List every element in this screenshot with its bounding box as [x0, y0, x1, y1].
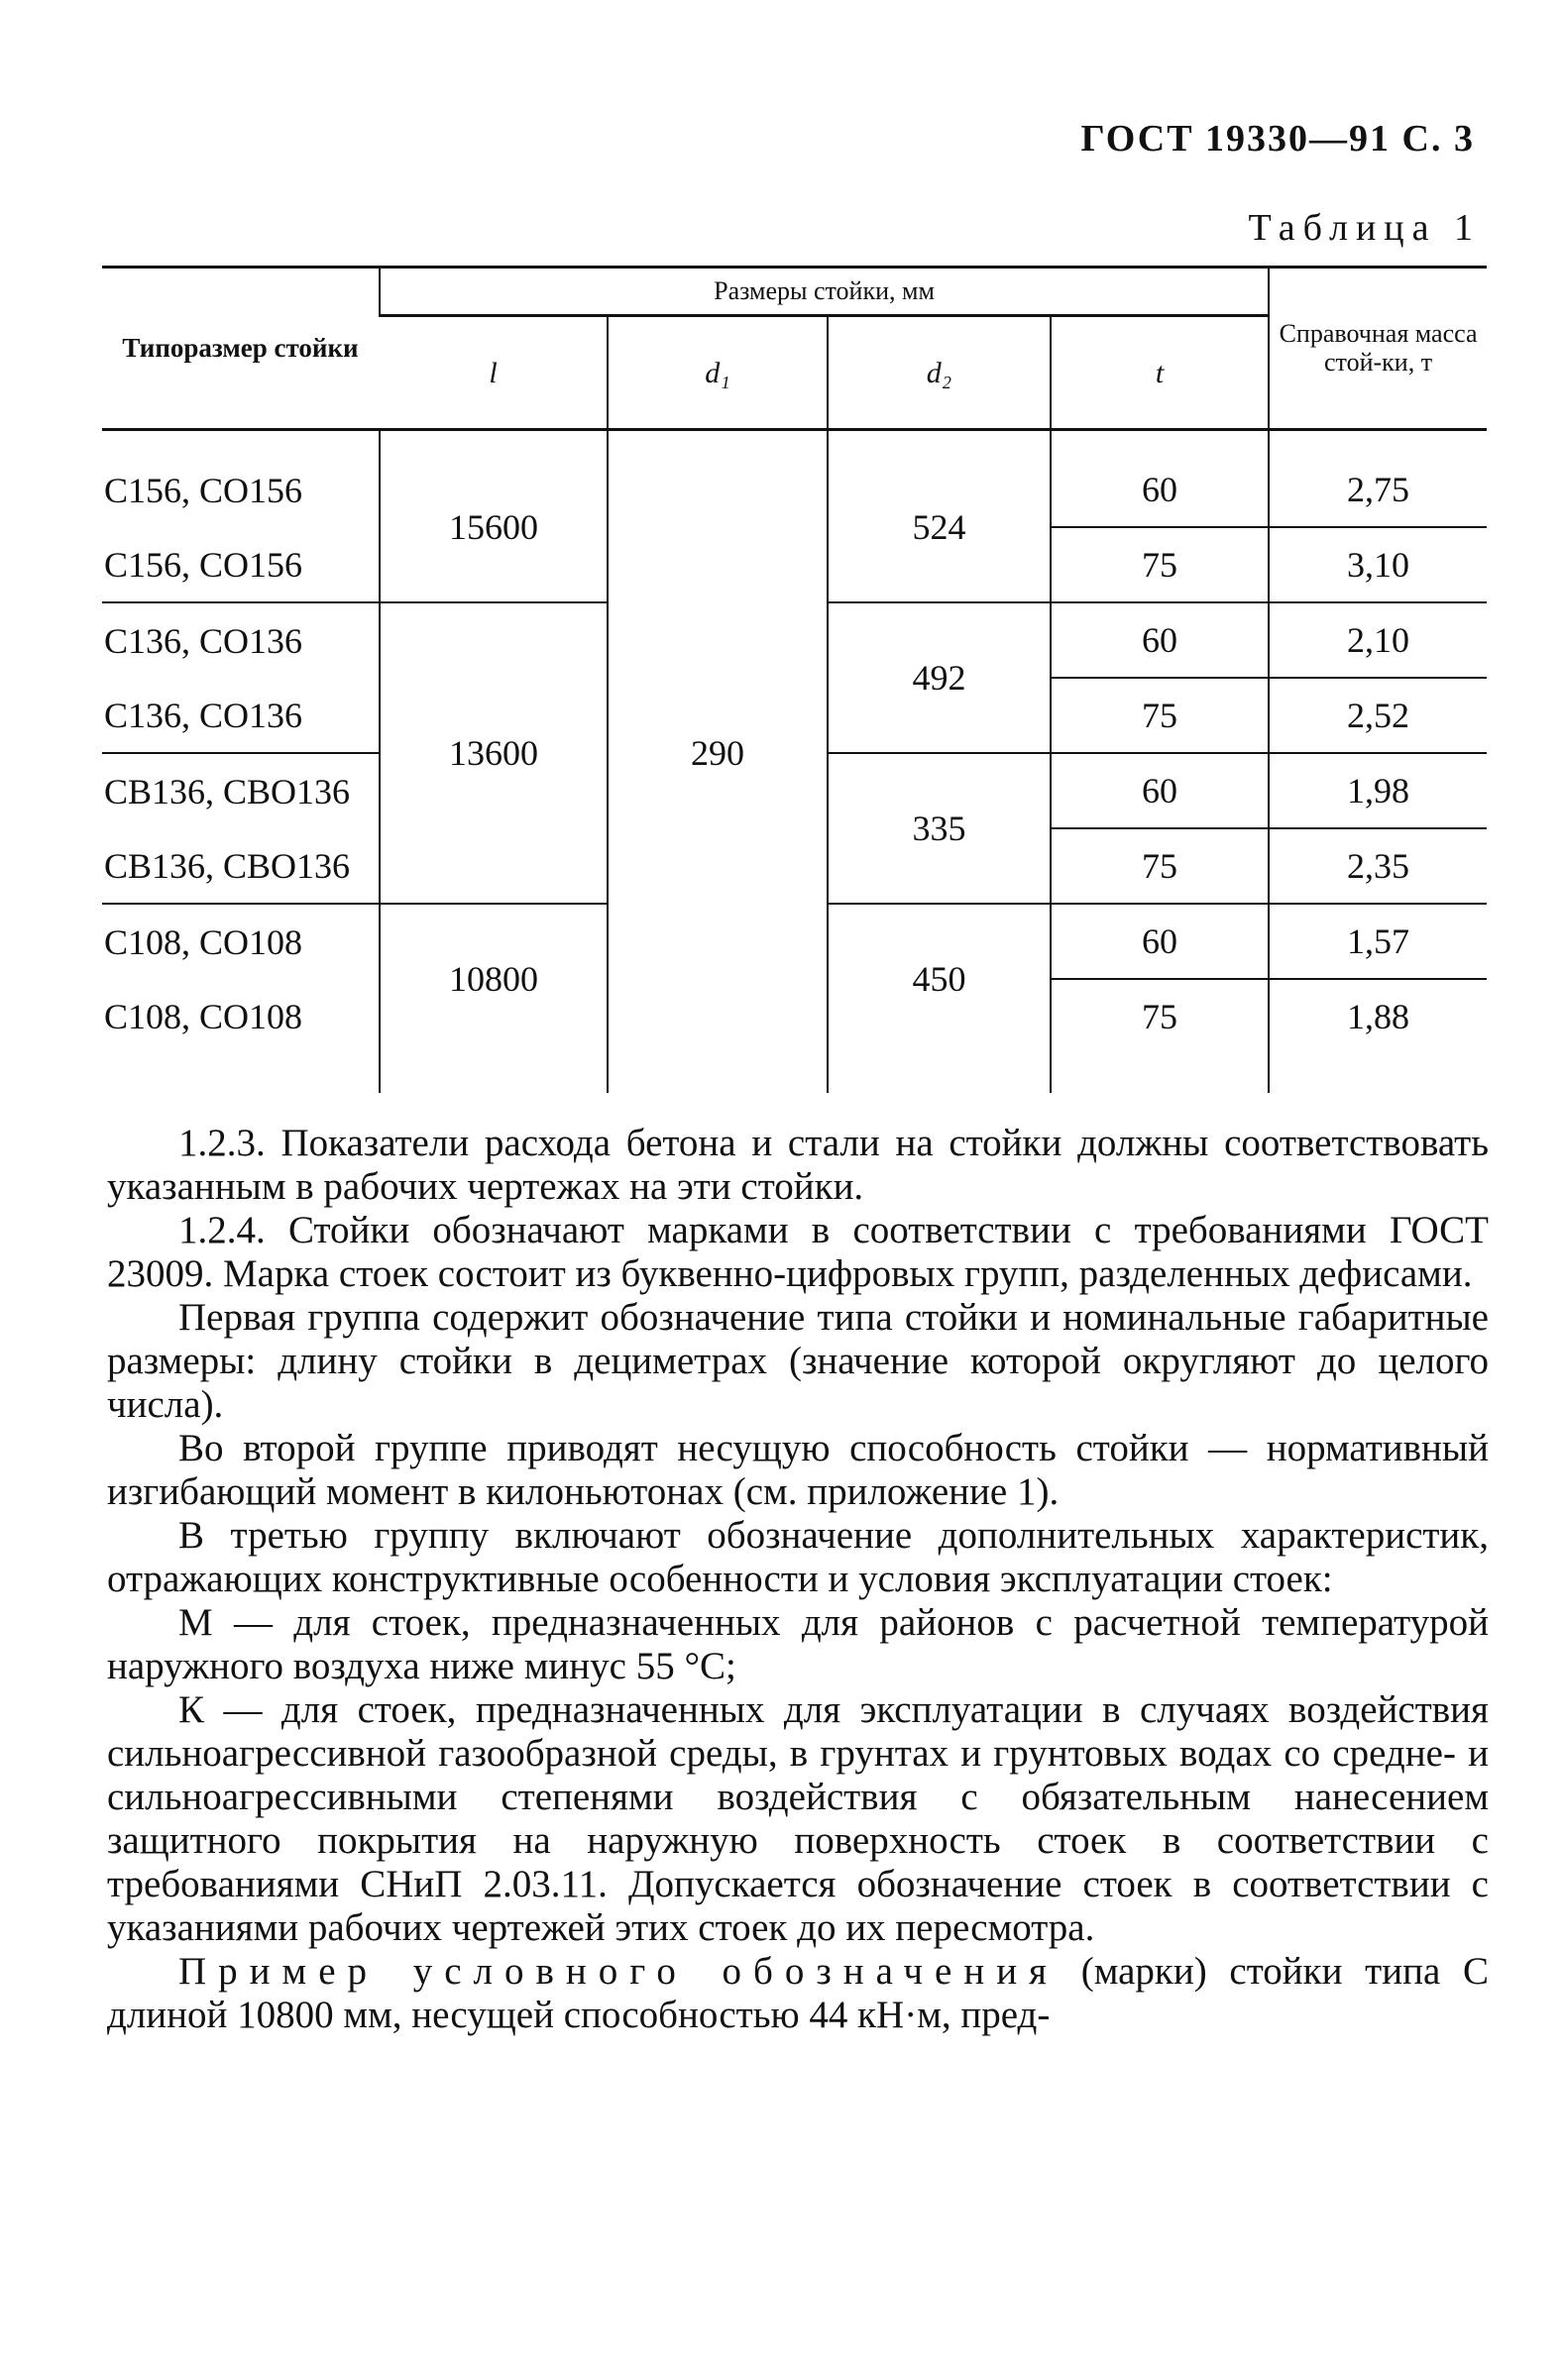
row-type: С136, СО136: [104, 620, 303, 661]
dimensions-table: [102, 266, 1487, 1093]
cell-t: 75: [1051, 828, 1269, 904]
cell-t: 60: [1051, 904, 1269, 979]
cell-mass: 2,35: [1269, 828, 1487, 904]
cell-t: 60: [1051, 602, 1269, 678]
header-d2: d₂: [828, 316, 1051, 430]
cell-mass: 2,75: [1269, 453, 1487, 527]
header-d1: d₁: [608, 316, 828, 430]
paragraph: К — для стоек, предназначенных для эксплуатации в случаях воздействия сильноагрессивной газообразной среды, в грунтах и грунтовых водах со средне- и сильноагрессивными степенями воздействия с обязательным нанесением защитного покрытия на наружную поверхность стоек в соответствии с требованиями СНиП 2.03.11. Допускается обозначение стоек в соответствии с указаниями рабочих чертежей этих стоек до их пересмотра.: [107, 1688, 1489, 1949]
table-row: [102, 453, 1487, 527]
header-length: l: [380, 316, 608, 430]
cell-mass: 2,52: [1269, 678, 1487, 753]
paragraph: Во второй группе приводят несущую способность стойки — нормативный изгибающий момент в килоньютонах (см. приложение 1).: [107, 1427, 1489, 1513]
cell-mass: 1,57: [1269, 904, 1487, 979]
cell-t: 75: [1051, 678, 1269, 753]
cell-length: 10800: [380, 904, 608, 1053]
cell-mass: 2,10: [1269, 602, 1487, 678]
row-type: СВ136, СВО136: [102, 828, 380, 904]
cell-t: 75: [1051, 527, 1269, 602]
header-type-size: Типоразмер стойки: [102, 268, 380, 430]
cell-mass: 1,88: [1269, 979, 1487, 1053]
row-type: С108, СО108: [104, 921, 303, 962]
row-type: СВ136, СВО136: [104, 771, 351, 811]
cell-d1: 290: [608, 453, 828, 1053]
row-type: С156, СО156: [102, 527, 380, 602]
row-type: С136, СО136: [102, 678, 380, 753]
cell-t: 60: [1051, 753, 1269, 828]
cell-d2: 335: [828, 753, 1051, 904]
cell-mass: 3,10: [1269, 527, 1487, 602]
document-reference: ГОСТ 19330—91 С. 3: [1080, 118, 1475, 160]
header-reference-mass: Справочная масса стой-ки, т: [1269, 268, 1487, 430]
paragraph: Первая группа содержит обозначение типа стойки и номинальные габаритные размеры: длину стойки в дециметрах (значение которой округляют до целого числа).: [107, 1296, 1489, 1426]
cell-d2: 492: [828, 602, 1051, 753]
cell-length: 13600: [380, 602, 608, 904]
row-type: С156, СО156: [104, 470, 303, 510]
header-t: t: [1051, 316, 1269, 430]
cell-mass: 1,98: [1269, 753, 1487, 828]
row-type: С108, СО108: [104, 996, 303, 1036]
cell-length: 15600: [380, 453, 608, 602]
cell-t: 60: [1051, 453, 1269, 527]
example-heading: Пример условного обозначения: [178, 1950, 1059, 1993]
paragraph: В третью группу включают обозначение дополнительных характеристик, отражающих конструктивные особенности и условия эксплуатации стоек:: [107, 1514, 1489, 1600]
header-dimensions-group: Размеры стойки, мм: [380, 268, 1269, 316]
paragraph: 1.2.4. Стойки обозначают марками в соответствии с требованиями ГОСТ 23009. Марка стоек состоит из буквенно-цифровых групп, разделенных дефисами.: [107, 1209, 1489, 1295]
paragraph: М — для стоек, предназначенных для районов с расчетной температурой наружного воздуха ниже минус 55 °С;: [107, 1601, 1489, 1687]
cell-t: 75: [1051, 979, 1269, 1053]
table-caption: Таблица 1: [1248, 207, 1481, 249]
cell-d2: 450: [828, 904, 1051, 1053]
cell-d2: 524: [828, 453, 1051, 602]
paragraph: [107, 1950, 1489, 2037]
body-text: [107, 1122, 1489, 2037]
paragraph: 1.2.3. Показатели расхода бетона и стали на стойки должны соответствовать указанным в рабочих чертежах на эти стойки.: [107, 1122, 1489, 1208]
example-text: (марки) стойки типа С длиной 10800 мм, несущей способностью 44 кН·м, пред-: [107, 1950, 1489, 2036]
